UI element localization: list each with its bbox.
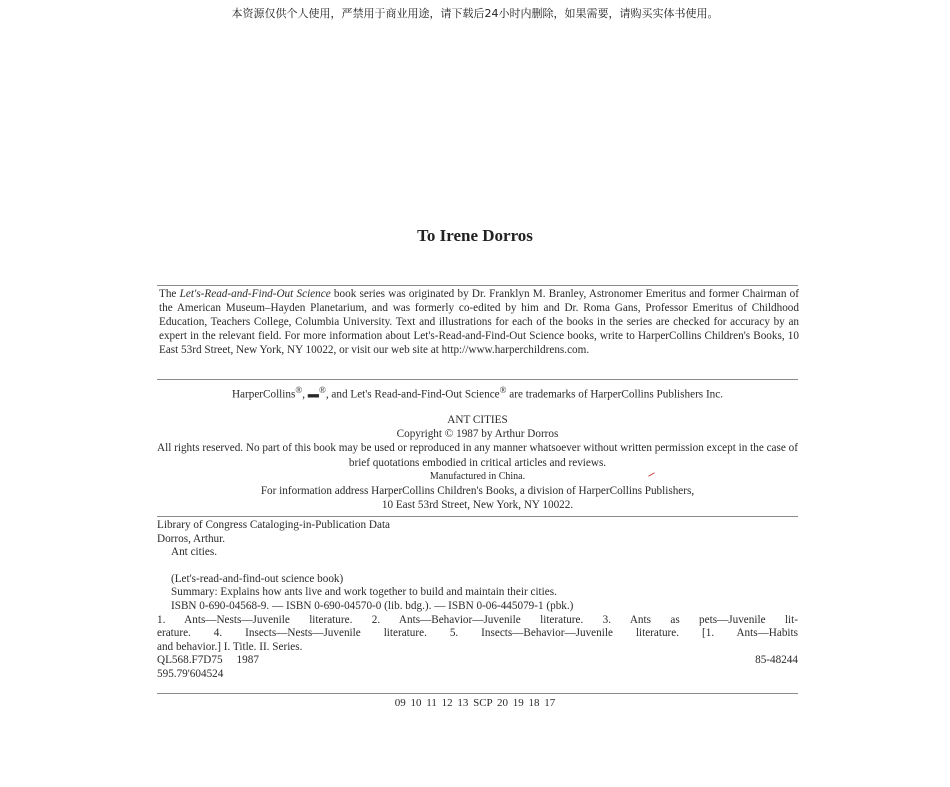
- series-note: [159, 287, 799, 357]
- divider-top: [157, 285, 798, 286]
- trademark-notice: [157, 385, 798, 401]
- series-note-prefix: The: [159, 288, 180, 300]
- copyright-block: [157, 413, 798, 512]
- printing-line: 09 10 11 12 13 SCP 20 19 18 17: [394, 697, 556, 709]
- cip-isbn: ISBN 0-690-04568-9. — ISBN 0-690-04570-0 (lib. bdg.). — ISBN 0-06-445079-1 (pbk.): [171, 599, 574, 612]
- cip-subjects-line-3: and behavior.] I. Title. II. Series.: [157, 640, 303, 653]
- registered-mark: ®: [318, 385, 326, 395]
- registered-mark: ®: [295, 385, 303, 395]
- manufactured-line: Manufactured in China.: [429, 470, 526, 482]
- trademark-part3: are trademarks of HarperCollins Publishers Inc.: [506, 388, 724, 401]
- cip-summary: Summary: Explains how ants live and work together to build and maintain their cities.: [171, 586, 557, 599]
- cip-author: Dorros, Arthur.: [157, 532, 226, 545]
- book-title: ANT CITIES: [447, 414, 508, 426]
- divider-series: [157, 379, 798, 380]
- trademark-part1: HarperCollins: [231, 388, 296, 401]
- cip-lccn: 85-48244: [755, 654, 798, 667]
- cip-series: (Let's-read-and-find-out science book): [171, 572, 344, 585]
- cip-subjects-text-1: 1. Ants—Nests—Juvenile literature. 2. Ants—Behavior—Juvenile literature. 3. Ants as pets—Juvenile lit-: [157, 613, 798, 626]
- download-notice: 本资源仅供个人使用，严禁用于商业用途，请下载后24小时内删除，如果需要，请购买实体书使用。: [231, 7, 719, 20]
- dedication: To Irene Dorros: [417, 226, 533, 245]
- series-note-body: book series was originated by Dr. Franklyn M. Branley, Astronomer Emeritus and former Chairman of the American Museum–Hayden Planetarium, and was formerly co-edited by him and Dr. Roma Gans, Professor Emeritus of Childhood Education, Teachers College, Columbia University. Text and illustrations for each of the books in the series are checked for accuracy by an expert in the relevant field. For more information about Let's-Read-and-Find-Out Science books, write to HarperCollins Children's Books, 10 East 53rd Street, New York, NY 10022, or visit our web site at http://www.harperchildrens.com.: [159, 288, 799, 356]
- publisher-info-line-2: 10 East 53rd Street, New York, NY 10022.: [381, 499, 574, 512]
- cip-heading: Library of Congress Cataloging-in-Publication Data: [157, 519, 391, 531]
- copyright-line: Copyright © 1987 by Arthur Dorros: [396, 428, 559, 441]
- cip-data-block: [157, 519, 798, 682]
- cip-lc-classification: QL568.F7D75 1987: [157, 654, 259, 667]
- publisher-info-line-1: For information address HarperCollins Children's Books, a division of HarperCollins Publishers,: [260, 485, 695, 498]
- cip-spacer: [157, 560, 798, 573]
- rights-statement: All rights reserved. No part of this book may be used or reproduced in any manner whatsoever without written permission except in the case of brief quotations embodied in critical articles and reviews.: [157, 442, 798, 469]
- cip-subjects-line-1: [157, 614, 798, 628]
- divider-copyright: [157, 516, 798, 517]
- divider-bottom: [157, 693, 798, 694]
- cip-title: Ant cities.: [171, 546, 217, 559]
- cip-class-row: [157, 654, 798, 668]
- trademark-part2: , and Let's Read-and-Find-Out Science: [325, 388, 500, 401]
- series-title: Let's-Read-and-Find-Out Science: [179, 288, 331, 300]
- cip-subjects-text-2: erature. 4. Insects—Nests—Juvenile literature. 5. Insects—Behavior—Juvenile literature. [1. Ants—Habits: [157, 627, 798, 640]
- trademark-separator: ,: [302, 388, 308, 401]
- cip-dewey-classification: 595.79'604524: [157, 667, 224, 680]
- registered-mark: ®: [499, 385, 507, 395]
- cip-subjects-line-2: [157, 627, 798, 641]
- publisher-logo-icon: ▬: [307, 388, 319, 401]
